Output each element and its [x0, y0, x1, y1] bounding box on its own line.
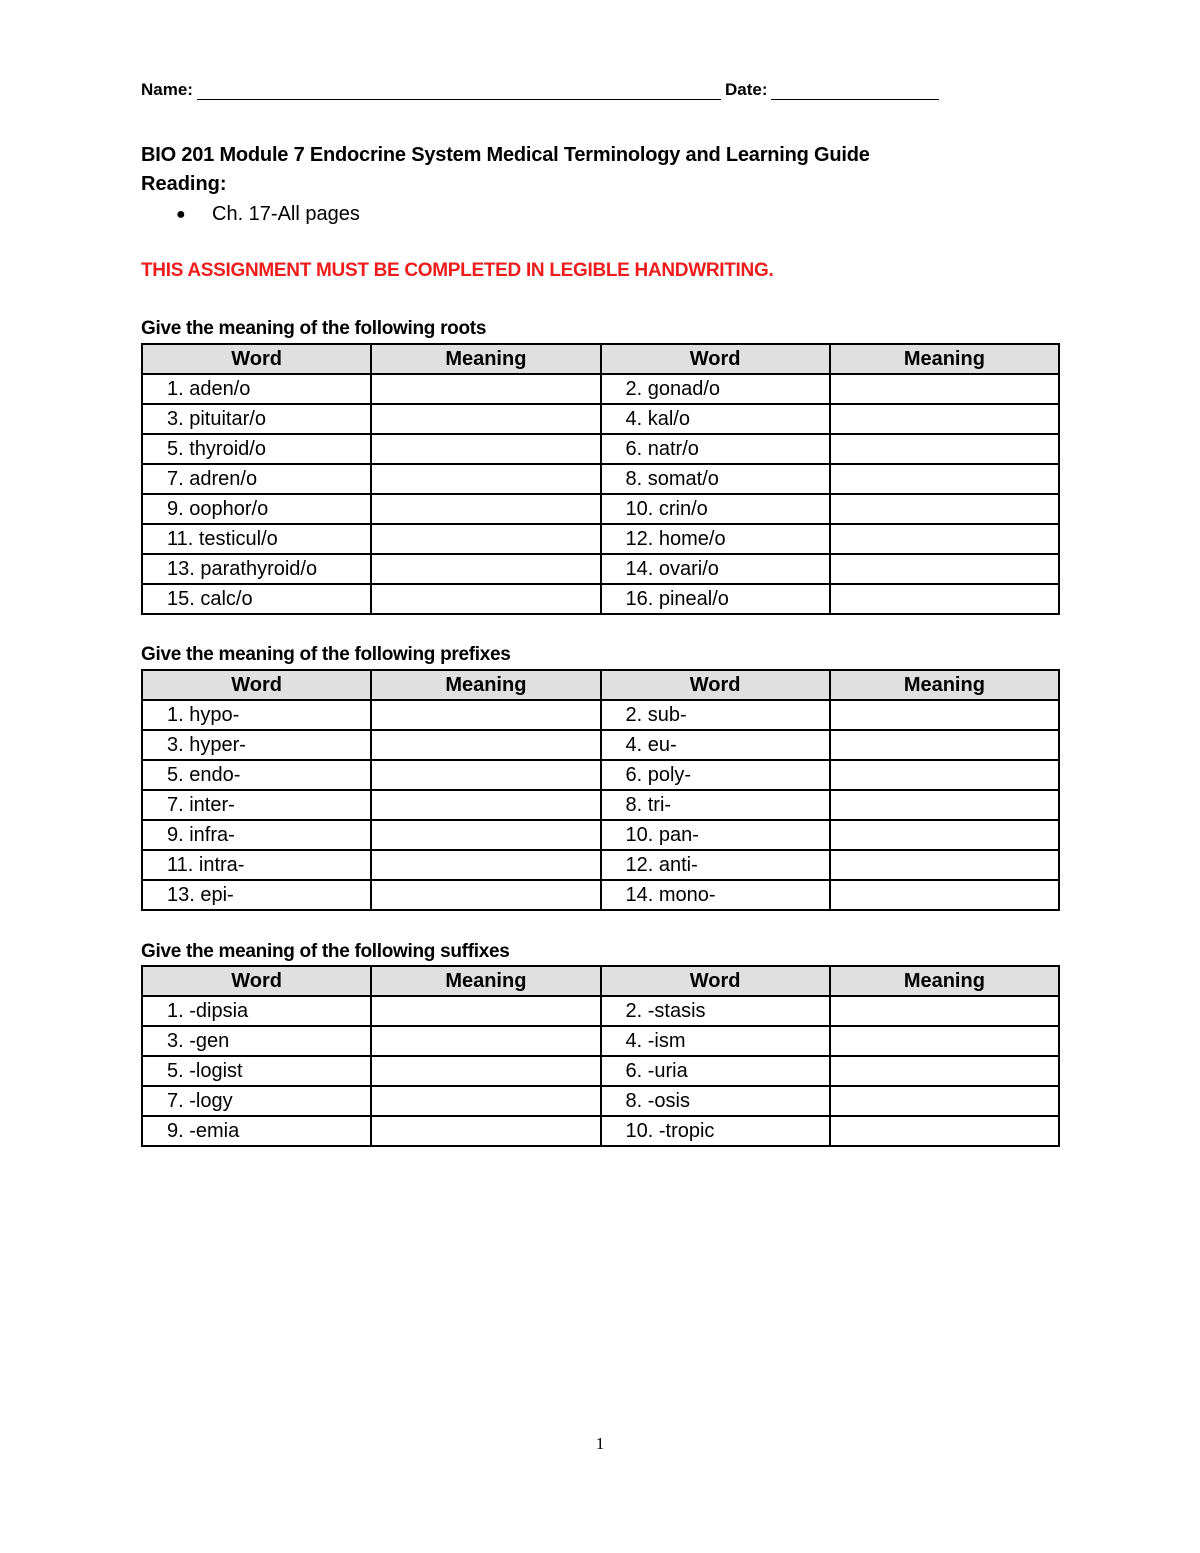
word-cell: 1. -dipsia — [142, 996, 371, 1026]
table-row — [142, 1086, 1059, 1116]
meaning-cell[interactable] — [830, 584, 1059, 614]
meaning-cell[interactable] — [830, 404, 1059, 434]
table-row — [142, 584, 1059, 614]
column-header: Meaning — [371, 344, 600, 374]
table-row — [142, 730, 1059, 760]
meaning-cell[interactable] — [830, 554, 1059, 584]
column-header: Meaning — [830, 670, 1059, 700]
meaning-cell[interactable] — [371, 760, 600, 790]
prefixes-heading: Give the meaning of the following prefixes — [141, 644, 511, 665]
name-blank — [197, 79, 721, 100]
word-cell: 9. -emia — [142, 1116, 371, 1146]
table-row — [142, 464, 1059, 494]
meaning-cell[interactable] — [371, 850, 600, 880]
meaning-cell[interactable] — [830, 494, 1059, 524]
date-blank — [771, 79, 939, 100]
meaning-cell[interactable] — [371, 494, 600, 524]
meaning-cell[interactable] — [371, 1086, 600, 1116]
meaning-cell[interactable] — [830, 996, 1059, 1026]
word-cell: 7. adren/o — [142, 464, 371, 494]
column-header: Meaning — [371, 670, 600, 700]
word-cell: 6. natr/o — [601, 434, 830, 464]
reading-item — [176, 203, 360, 226]
column-header: Word — [142, 344, 371, 374]
word-cell: 10. pan- — [601, 820, 830, 850]
meaning-cell[interactable] — [830, 524, 1059, 554]
word-cell: 12. anti- — [601, 850, 830, 880]
table-header-row — [142, 966, 1059, 996]
word-cell: 14. ovari/o — [601, 554, 830, 584]
word-cell: 9. infra- — [142, 820, 371, 850]
meaning-cell[interactable] — [830, 1056, 1059, 1086]
meaning-cell[interactable] — [830, 820, 1059, 850]
meaning-cell[interactable] — [830, 434, 1059, 464]
word-cell: 3. -gen — [142, 1026, 371, 1056]
meaning-cell[interactable] — [830, 464, 1059, 494]
table-row — [142, 850, 1059, 880]
word-cell: 1. hypo- — [142, 700, 371, 730]
word-cell: 2. gonad/o — [601, 374, 830, 404]
table-row — [142, 820, 1059, 850]
word-cell: 5. thyroid/o — [142, 434, 371, 464]
meaning-cell[interactable] — [371, 1056, 600, 1086]
column-header: Word — [601, 344, 830, 374]
word-cell: 11. testicul/o — [142, 524, 371, 554]
table-row — [142, 880, 1059, 910]
meaning-cell[interactable] — [830, 760, 1059, 790]
date-label: Date: — [724, 80, 768, 99]
meaning-cell[interactable] — [371, 374, 600, 404]
reading-label: Reading: — [141, 173, 227, 195]
word-cell: 13. parathyroid/o — [142, 554, 371, 584]
column-header: Meaning — [830, 344, 1059, 374]
table-row — [142, 760, 1059, 790]
meaning-cell[interactable] — [830, 850, 1059, 880]
prefixes-table — [141, 669, 1060, 911]
meaning-cell[interactable] — [830, 730, 1059, 760]
name-label: Name: — [141, 80, 193, 99]
table-row — [142, 996, 1059, 1026]
word-cell: 13. epi- — [142, 880, 371, 910]
column-header: Meaning — [830, 966, 1059, 996]
column-header: Word — [601, 966, 830, 996]
meaning-cell[interactable] — [371, 404, 600, 434]
column-header: Word — [601, 670, 830, 700]
table-header-row — [142, 344, 1059, 374]
meaning-cell[interactable] — [371, 584, 600, 614]
word-cell: 5. -logist — [142, 1056, 371, 1086]
meaning-cell[interactable] — [830, 374, 1059, 404]
table-row — [142, 374, 1059, 404]
word-cell: 4. -ism — [601, 1026, 830, 1056]
word-cell: 6. -uria — [601, 1056, 830, 1086]
table-row — [142, 700, 1059, 730]
word-cell: 12. home/o — [601, 524, 830, 554]
word-cell: 7. -logy — [142, 1086, 371, 1116]
word-cell: 2. sub- — [601, 700, 830, 730]
column-header: Word — [142, 966, 371, 996]
word-cell: 4. kal/o — [601, 404, 830, 434]
word-cell: 7. inter- — [142, 790, 371, 820]
word-cell: 10. crin/o — [601, 494, 830, 524]
bullet-icon: ● — [176, 205, 186, 223]
meaning-cell[interactable] — [371, 730, 600, 760]
word-cell: 9. oophor/o — [142, 494, 371, 524]
meaning-cell[interactable] — [371, 464, 600, 494]
suffixes-heading: Give the meaning of the following suffixes — [141, 941, 510, 962]
meaning-cell[interactable] — [371, 1026, 600, 1056]
table-row — [142, 434, 1059, 464]
meaning-cell[interactable] — [830, 880, 1059, 910]
table-row — [142, 404, 1059, 434]
meaning-cell[interactable] — [371, 524, 600, 554]
table-row — [142, 1056, 1059, 1086]
meaning-cell[interactable] — [371, 1116, 600, 1146]
meaning-cell[interactable] — [830, 700, 1059, 730]
word-cell: 1. aden/o — [142, 374, 371, 404]
meaning-cell[interactable] — [371, 790, 600, 820]
word-cell: 8. somat/o — [601, 464, 830, 494]
meaning-cell[interactable] — [371, 434, 600, 464]
word-cell: 3. hyper- — [142, 730, 371, 760]
meaning-cell[interactable] — [830, 790, 1059, 820]
table-row — [142, 1026, 1059, 1056]
word-cell: 3. pituitar/o — [142, 404, 371, 434]
word-cell: 4. eu- — [601, 730, 830, 760]
roots-heading: Give the meaning of the following roots — [141, 318, 487, 339]
table-row — [142, 1116, 1059, 1146]
word-cell: 15. calc/o — [142, 584, 371, 614]
roots-table — [141, 343, 1060, 615]
word-cell: 8. -osis — [601, 1086, 830, 1116]
word-cell: 10. -tropic — [601, 1116, 830, 1146]
page-title: BIO 201 Module 7 Endocrine System Medical Terminology and Learning Guide — [141, 144, 870, 166]
table-row — [142, 554, 1059, 584]
column-header: Word — [142, 670, 371, 700]
word-cell: 6. poly- — [601, 760, 830, 790]
word-cell: 2. -stasis — [601, 996, 830, 1026]
meaning-cell[interactable] — [830, 1086, 1059, 1116]
meaning-cell[interactable] — [371, 700, 600, 730]
table-row — [142, 494, 1059, 524]
meaning-cell[interactable] — [371, 820, 600, 850]
word-cell: 5. endo- — [142, 760, 371, 790]
meaning-cell[interactable] — [830, 1116, 1059, 1146]
reading-item-text: Ch. 17-All pages — [212, 203, 360, 225]
table-header-row — [142, 670, 1059, 700]
word-cell: 11. intra- — [142, 850, 371, 880]
column-header: Meaning — [371, 966, 600, 996]
page-number: 1 — [595, 1434, 605, 1453]
suffixes-table — [141, 965, 1060, 1147]
handwriting-warning: THIS ASSIGNMENT MUST BE COMPLETED IN LEGIBLE HANDWRITING. — [141, 260, 774, 281]
meaning-cell[interactable] — [371, 554, 600, 584]
meaning-cell[interactable] — [830, 1026, 1059, 1056]
table-row — [142, 524, 1059, 554]
table-row — [142, 790, 1059, 820]
word-cell: 16. pineal/o — [601, 584, 830, 614]
word-cell: 8. tri- — [601, 790, 830, 820]
meaning-cell[interactable] — [371, 996, 600, 1026]
word-cell: 14. mono- — [601, 880, 830, 910]
name-date-line — [141, 72, 963, 100]
meaning-cell[interactable] — [371, 880, 600, 910]
